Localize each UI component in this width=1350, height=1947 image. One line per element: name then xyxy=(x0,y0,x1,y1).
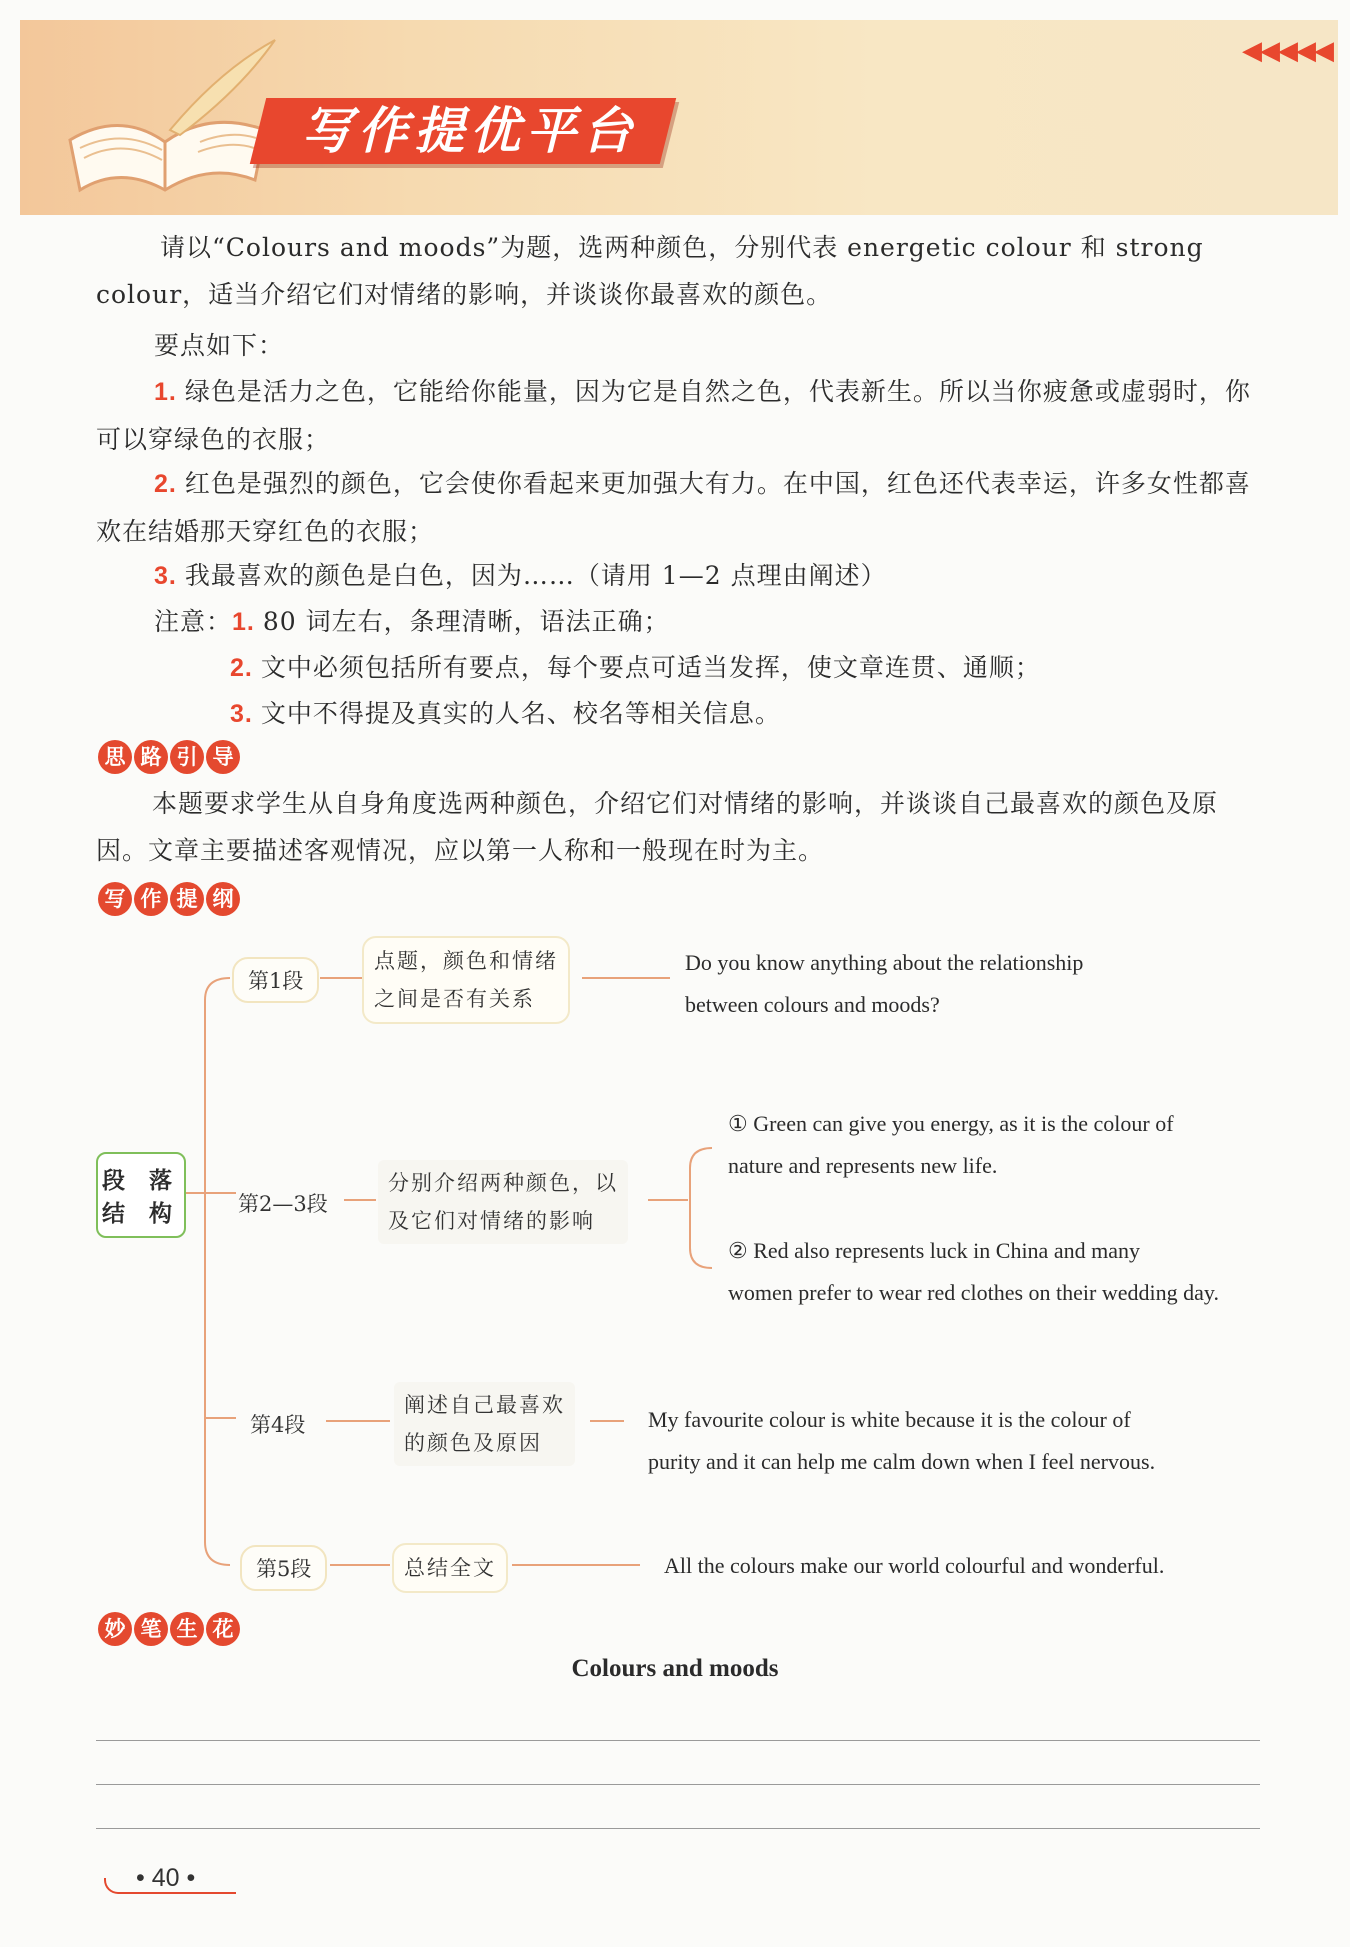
badge-char: 写 xyxy=(98,882,132,916)
en-line: nature and represents new life. xyxy=(728,1153,998,1178)
badge-char: 思 xyxy=(98,740,132,774)
page-number: • 40 • xyxy=(136,1864,196,1892)
badge-char: 路 xyxy=(134,740,168,774)
cn-line: 点题，颜色和情绪 xyxy=(374,949,558,973)
page-title: 写作提优平台 xyxy=(302,102,638,160)
writing-line[interactable] xyxy=(96,1828,1260,1829)
segment-summary-en xyxy=(648,1399,1155,1483)
root-line: 段 落 xyxy=(101,1168,180,1194)
badge-char: 生 xyxy=(170,1612,204,1646)
writing-line[interactable] xyxy=(96,1740,1260,1741)
segment-summary-cn xyxy=(378,1160,628,1244)
notes-label: 注意： xyxy=(154,607,233,636)
note-number: 3. xyxy=(230,700,253,728)
segment-label: 第4段 xyxy=(250,1413,306,1437)
badge-char: 笔 xyxy=(134,1612,168,1646)
note-number: 2. xyxy=(230,654,253,682)
en-line: purity and it can help me calm down when I feel nervous. xyxy=(648,1449,1156,1474)
cn-line: 及它们对情绪的影响 xyxy=(388,1209,595,1233)
outline-root-box xyxy=(96,1152,186,1238)
note-text: 文中必须包括所有要点，每个要点可适当发挥，使文章连贯、通顺； xyxy=(260,653,1041,682)
en-line: between colours and moods? xyxy=(685,992,940,1017)
cn-line: 分别介绍两种颜色，以 xyxy=(388,1171,618,1195)
segment-summary-cn xyxy=(392,1543,508,1593)
points-label: 要点如下： xyxy=(154,331,285,360)
segment-summary-en xyxy=(664,1545,1164,1587)
segment-label: 第5段 xyxy=(240,1545,327,1591)
point-number: 3. xyxy=(154,562,177,590)
point-number: 2. xyxy=(154,470,177,498)
badge-char: 纲 xyxy=(206,882,240,916)
en-line: ① Green can give you energy, as it is the colour of xyxy=(728,1111,1174,1136)
arrows-decoration-icon: ◀◀◀◀◀ xyxy=(1242,36,1332,66)
en-line: ② Red also represents luck in China and many xyxy=(728,1238,1140,1263)
segment-label: 第1段 xyxy=(232,957,319,1003)
segment-summary-en-red xyxy=(728,1230,1219,1314)
point-text: 红色是强烈的颜色，它会使你看起来更加强大有力。在中国，红色还代表幸运，许多女性都喜欢在结婚那天穿红色的衣服； xyxy=(96,469,1251,546)
cn-line: 阐述自己最喜欢 xyxy=(404,1393,565,1417)
point-text: 我最喜欢的颜色是白色，因为……（请用 1—2 点理由阐述） xyxy=(184,561,887,590)
segment-summary-en xyxy=(685,942,1083,1026)
essay-title: Colours and moods xyxy=(571,1655,779,1682)
segment-summary-cn xyxy=(394,1382,575,1466)
point-number: 1. xyxy=(154,378,177,406)
note-text: 80 词左右，条理清晰，语法正确； xyxy=(262,607,670,636)
segment-summary-cn xyxy=(362,936,570,1024)
en-line: Do you know anything about the relationship xyxy=(685,950,1084,975)
en-line: women prefer to wear red clothes on their wedding day. xyxy=(728,1280,1219,1305)
badge-char: 作 xyxy=(134,882,168,916)
prompt-intro: 请以“Colours and moods”为题，选两种颜色，分别代表 energetic colour 和 strong colour，适当介绍它们对情绪的影响，并谈谈你最喜欢的颜色。 xyxy=(96,233,1204,309)
writing-line[interactable] xyxy=(96,1784,1260,1785)
en-line: My favourite colour is white because it is the colour of xyxy=(648,1407,1131,1432)
cn-line: 之间是否有关系 xyxy=(374,987,535,1011)
badge-char: 妙 xyxy=(98,1612,132,1646)
badge-char: 引 xyxy=(170,740,204,774)
segment-label: 第2—3段 xyxy=(238,1192,328,1216)
point-text: 绿色是活力之色，它能给你能量，因为它是自然之色，代表新生。所以当你疲惫或虚弱时，你可以穿绿色的衣服； xyxy=(96,377,1251,454)
badge-char: 导 xyxy=(206,740,240,774)
guide-text: 本题要求学生从自身角度选两种颜色，介绍它们对情绪的影响，并谈谈自己最喜欢的颜色及原因。文章主要描述客观情况，应以第一人称和一般现在时为主。 xyxy=(96,789,1219,865)
badge-char: 提 xyxy=(170,882,204,916)
section-badge-writing xyxy=(98,1612,240,1646)
badge-char: 花 xyxy=(206,1612,240,1646)
note-number: 1. xyxy=(232,608,255,636)
note-text: 文中不得提及真实的人名、校名等相关信息。 xyxy=(260,699,781,728)
en-line: All the colours make our world colourful and wonderful. xyxy=(664,1553,1165,1578)
cn-line: 的颜色及原因 xyxy=(404,1431,542,1455)
segment-summary-en-green xyxy=(728,1103,1174,1187)
cn-line: 总结全文 xyxy=(404,1556,496,1580)
root-line: 结 构 xyxy=(101,1201,180,1227)
